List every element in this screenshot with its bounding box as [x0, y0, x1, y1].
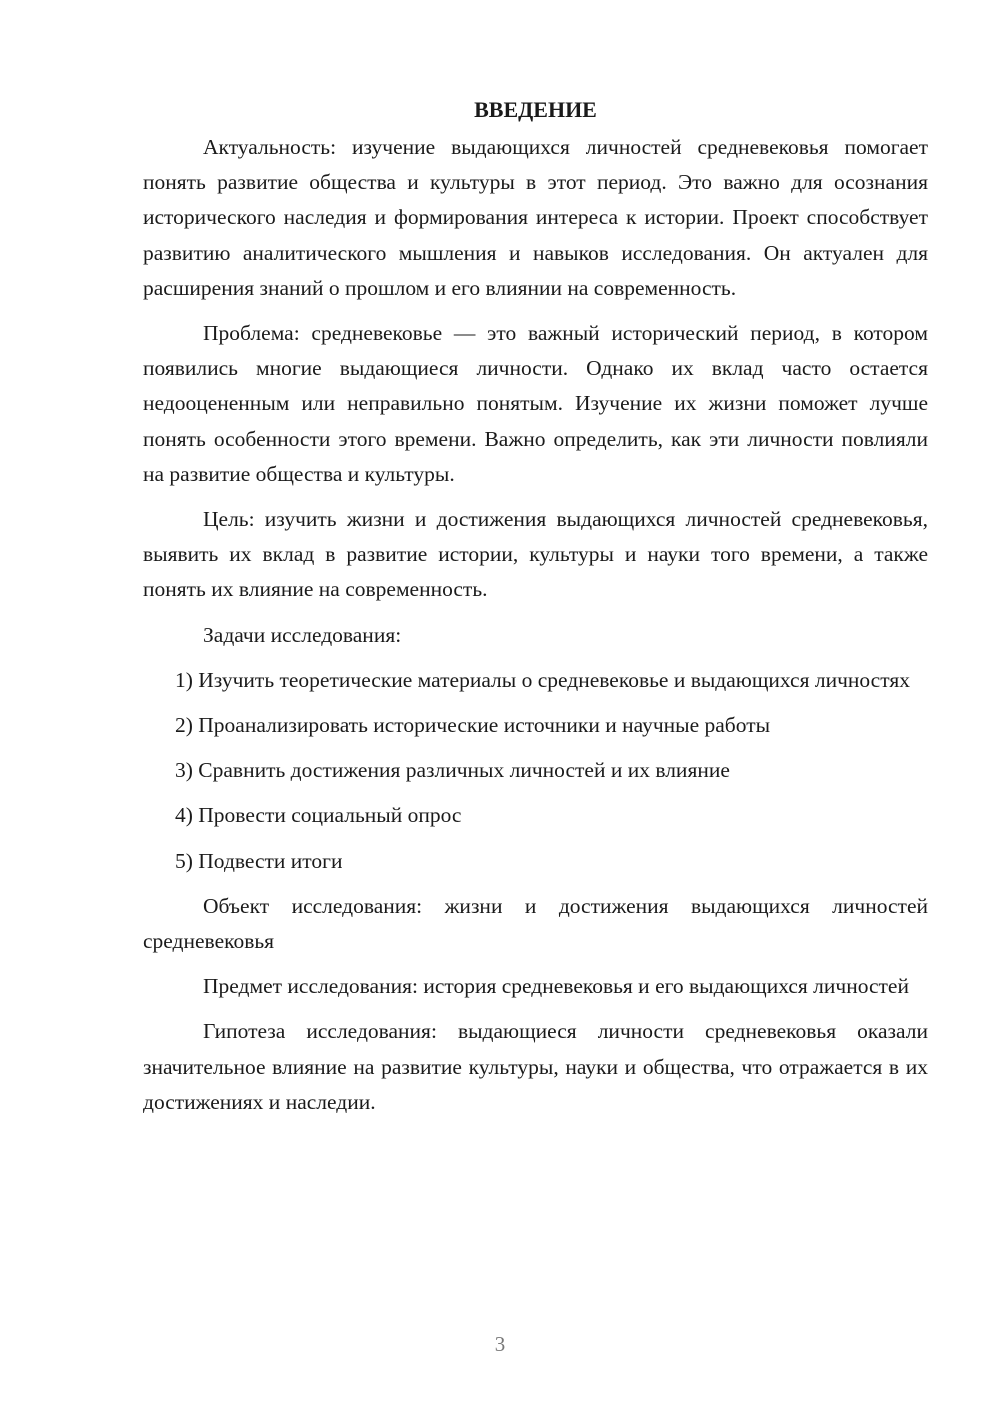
- paragraph-problem: Проблема: средневековье — это важный исторический период, в котором появились многие выдающиеся личности. Однако их вклад часто остается недооцененным или неправильно понятым. Изучение их жизни поможет лучше понять особенности этого времени. Важно определить, как эти личности повлияли на развитие общества и культуры.: [143, 321, 928, 486]
- paragraph-hypothesis: Гипотеза исследования: выдающиеся личности средневековья оказали значительное влияние на развитие культуры, науки и общества, что отражается в их достижениях и наследии.: [143, 1019, 928, 1114]
- paragraph-object: Объект исследования: жизни и достижения выдающихся личностей средневековья: [143, 893, 928, 954]
- page-title: ВВЕДЕНИЕ: [474, 97, 597, 122]
- paragraph-relevance: Актуальность: изучение выдающихся личностей средневековья помогает понять развитие общества и культуры в этот период. Это важно для осознания исторического наследия и формирования интереса к истории. Проект способствует развитию аналитического мышления и навыков исследования. Он актуален для расширения знаний о прошлом и его влиянии на современность.: [143, 135, 928, 300]
- paragraph-subject: Предмет исследования: история средневековья и его выдающихся личностей: [203, 974, 909, 999]
- page-number: 3: [494, 1332, 506, 1356]
- document-page: [143, 92, 928, 1130]
- paragraph-goal: Цель: изучить жизни и достижения выдающихся личностей средневековья, выявить их вклад в развитие истории, культуры и науки того времени, а также понять их влияние на современность.: [143, 507, 928, 602]
- tasks-heading: Задачи исследования:: [203, 622, 402, 647]
- tasks-list: [143, 663, 928, 879]
- list-item: 3) Сравнить достижения различных личностей и их влияние: [175, 758, 730, 783]
- list-item: 4) Провести социальный опрос: [175, 803, 462, 828]
- list-item: 1) Изучить теоретические материалы о средневековье и выдающихся личностях: [175, 667, 910, 692]
- list-item: 5) Подвести итоги: [175, 848, 343, 873]
- list-item: 2) Проанализировать исторические источники и научные работы: [175, 713, 771, 738]
